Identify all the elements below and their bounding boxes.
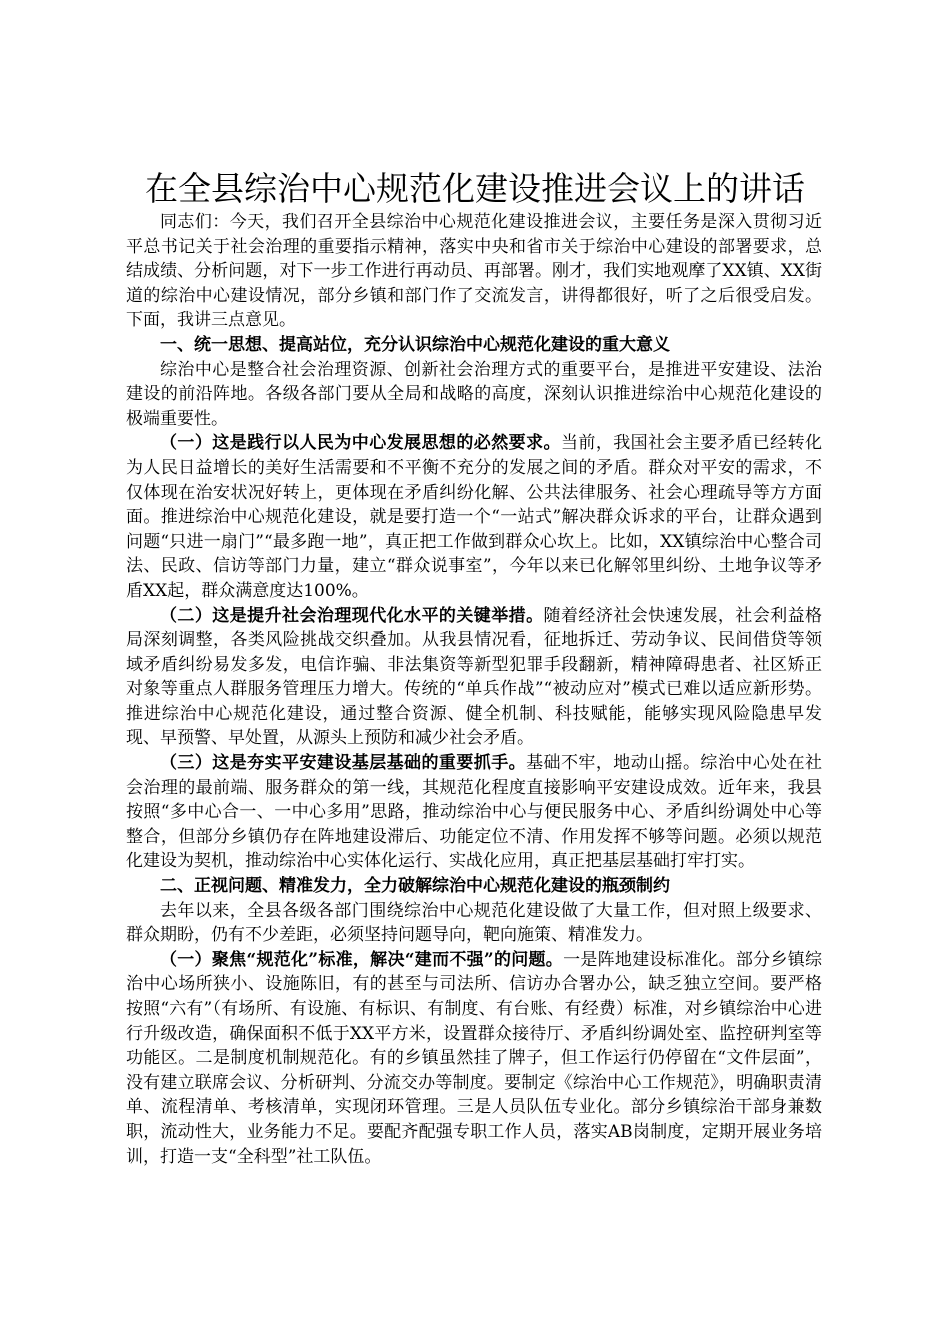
paragraph-text: 当前，我国社会主要矛盾已经转化为人民日益增长的美好生活需要和不平衡不充分的发展之间的矛盾。群众对平安的需求，不仅体现在治安状况好转上，更体现在矛盾纠纷化解、公共法律服务、社会心理疏导等方方面面。推进综治中心规范化建设，就是要打造一个“一站式”解决群众诉求的平台，让群众遇到问题“只进一扇门”“最多跑一地”，真正把工作做到群众心坎上。比如，XX镇综治中心整合司法、民政、信访等部门力量，建立“群众说事室”，今年以来已化解邻里纠纷、土地争议等矛盾XX起，群众满意度达100%。: [126, 433, 823, 601]
section-heading-text: 一、统一思想、提高站位，充分认识综治中心规范化建设的重大意义: [160, 334, 670, 355]
paragraph-lead: （二）这是提升社会治理现代化水平的关键举措。: [160, 605, 544, 626]
paragraph-point-1-1: [126, 431, 822, 603]
paragraph-lead: （三）这是夯实平安建设基层基础的重要抓手。: [160, 753, 527, 774]
paragraph-point-1-3: [126, 751, 822, 874]
paragraph-text: 去年以来，全县各级各部门围绕综治中心规范化建设做了大量工作，但对照上级要求、群众期盼，仍有不少差距，必须坚持问题导向，靶向施策、精准发力。: [126, 900, 822, 946]
paragraph-point-2-1: [126, 948, 822, 1169]
section-heading-1: [126, 333, 822, 358]
document-body: [126, 210, 822, 1169]
paragraph-text: 综治中心是整合社会治理资源、创新社会治理方式的重要平台，是推进平安建设、法治建设的前沿阵地。各级各部门要从全局和战略的高度，深刻认识推进综治中心规范化建设的极端重要性。: [126, 359, 822, 429]
section-heading-2: [126, 874, 822, 899]
paragraph-section-2-intro: [126, 899, 822, 948]
paragraph-point-1-2: [126, 604, 822, 752]
paragraph-text: 一是阵地建设标准化。部分乡镇综治中心场所狭小、设施陈旧，有的甚至与司法所、信访办合署办公，缺乏独立空间。要严格按照“六有”（有场所、有设施、有标识、有制度、有台账、有经费）标准，对乡镇综治中心进行升级改造，确保面积不低于XX平方米，设置群众接待厅、矛盾纠纷调处室、监控研判室等功能区。二是制度机制规范化。有的乡镇虽然挂了牌子，但工作运行仍停留在“文件层面”，没有建立联席会议、分析研判、分流交办等制度。要制定《综治中心工作规范》，明确职责清单、流程清单、考核清单，实现闭环管理。三是人员队伍专业化。部分乡镇综治干部身兼数职，流动性大，业务能力不足。要配齐配强专职工作人员，落实AB岗制度，定期开展业务培训，打造一支“全科型”社工队伍。: [126, 949, 822, 1167]
document-title: 在全县综治中心规范化建设推进会议上的讲话: [145, 169, 805, 208]
paragraph-text: 随着经济社会快速发展，社会利益格局深刻调整，各类风险挑战交织叠加。从我县情况看，征地拆迁、劳动争议、民间借贷等领域矛盾纠纷易发多发，电信诈骗、非法集资等新型犯罪手段翻新，精神障碍患者、社区矫正对象等重点人群服务管理压力增大。传统的“单兵作战”“被动应对”模式已难以适应新形势。推进综治中心规范化建设，通过整合资源、健全机制、科技赋能，能够实现风险隐患早发现、早预警、早处置，从源头上预防和减少社会矛盾。: [126, 605, 823, 749]
paragraph-section-1-intro: [126, 358, 822, 432]
paragraph-text: 基础不牢，地动山摇。综治中心处在社会治理的最前端、服务群众的第一线，其规范化程度直接影响平安建设成效。近年来，我县按照“多中心合一、一中心多用”思路，推动综治中心与便民服务中心、矛盾纠纷调处中心等整合，但部分乡镇仍存在阵地建设滞后、功能定位不清、作用发挥不够等问题。必须以规范化建设为契机，推动综治中心实体化运行、实战化应用，真正把基层基础打牢打实。: [126, 753, 823, 872]
section-heading-text: 二、正视问题、精准发力，全力破解综治中心规范化建设的瓶颈制约: [160, 876, 670, 897]
paragraph-opening: [126, 210, 822, 333]
paragraph-text: 同志们：今天，我们召开全县综治中心规范化建设推进会议，主要任务是深入贯彻习近平总书记关于社会治理的重要指示精神，落实中央和省市关于综治中心建设的部署要求，总结成绩、分析问题，对下一步工作进行再动员、再部署。刚才，我们实地观摩了XX镇、XX街道的综治中心建设情况，部分乡镇和部门作了交流发言，讲得都很好，听了之后很受启发。下面，我讲三点意见。: [126, 212, 822, 331]
paragraph-lead: （一）这是践行以人民为中心发展思想的必然要求。: [160, 433, 561, 454]
paragraph-lead: （一）聚焦“规范化”标准，解决“建而不强”的问题。: [160, 949, 564, 970]
